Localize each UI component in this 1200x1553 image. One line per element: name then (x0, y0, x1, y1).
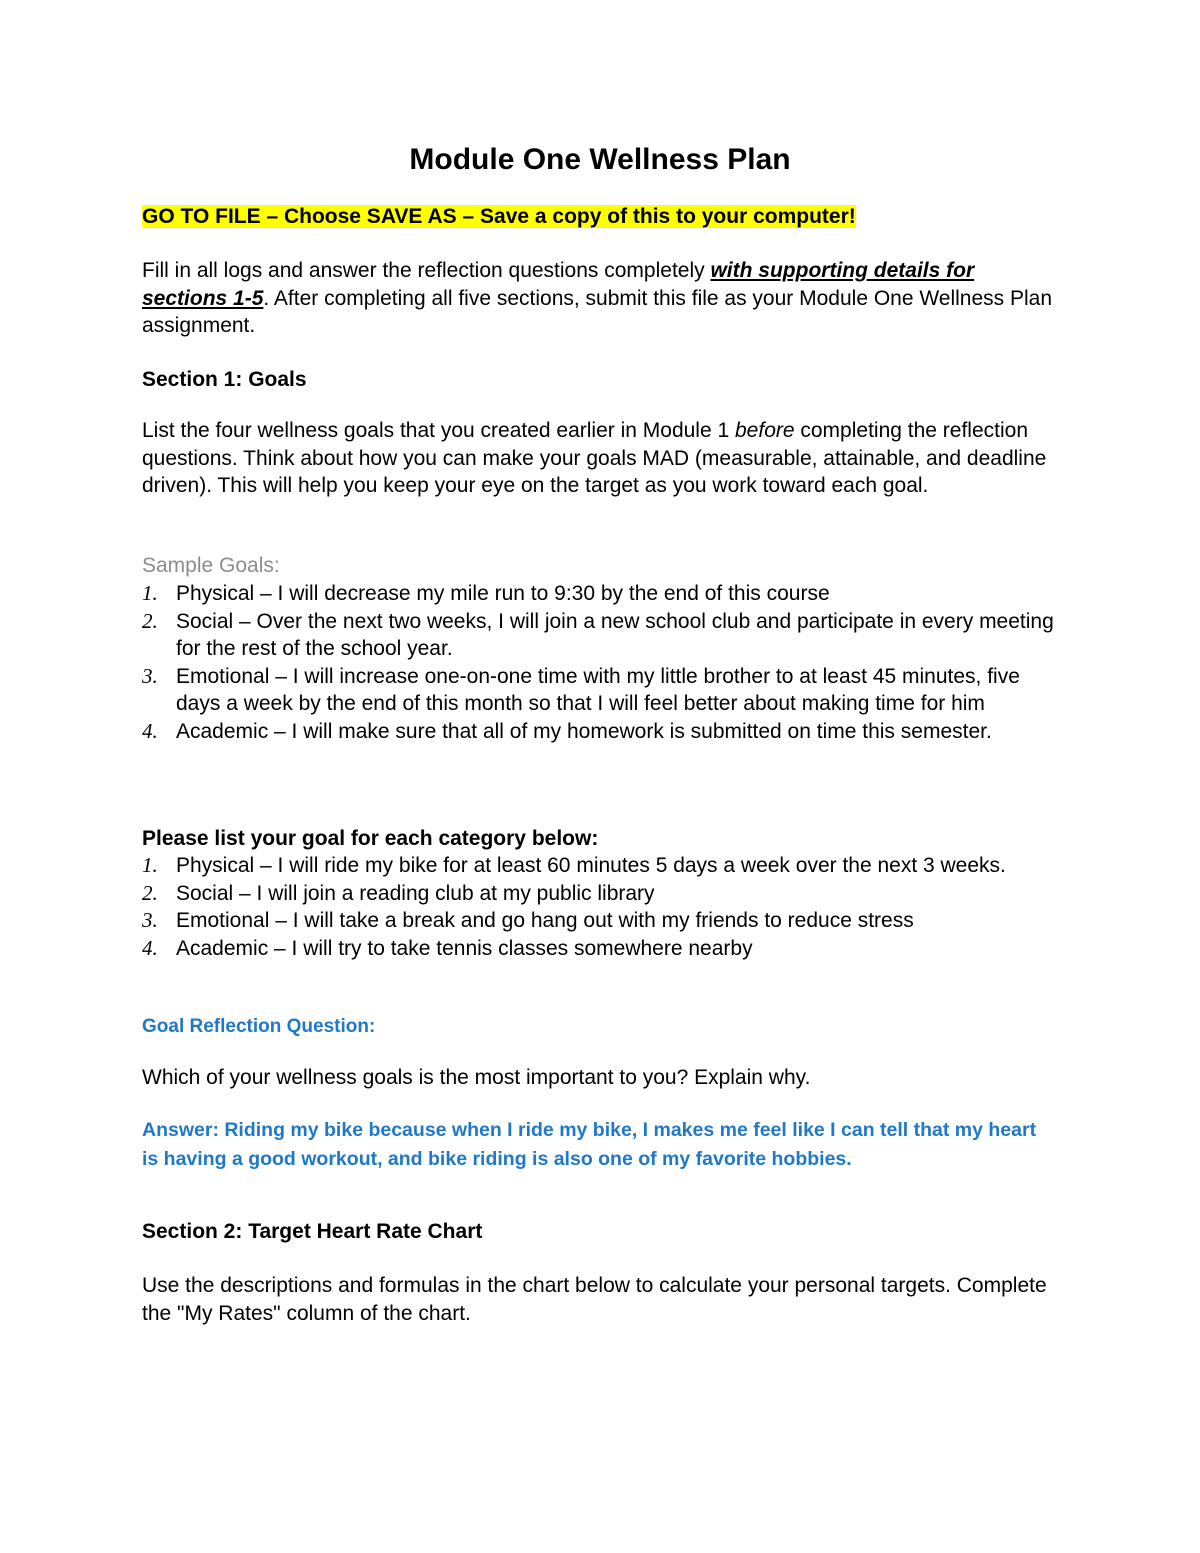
list-number: 3. (142, 663, 158, 688)
list-item-text: Academic – I will make sure that all of my homework is submitted on time this semester. (176, 719, 992, 743)
intro-text-rest: . After completing all five sections, submit this file as your Module One Wellness Plan assignment. (142, 286, 1053, 337)
list-item (142, 718, 1062, 746)
list-item-text: Physical – I will decrease my mile run to 9:30 by the end of this course (176, 582, 830, 605)
list-number: 2. (142, 880, 158, 905)
section1-emphasis: before (735, 419, 795, 442)
list-number: 2. (142, 608, 158, 633)
instruction-banner (142, 203, 1062, 231)
list-item-text: Social – I will join a reading club at my public library (176, 881, 655, 905)
list-item (142, 935, 1062, 963)
list-number: 1. (142, 581, 158, 605)
list-item-text: Social – Over the next two weeks, I will join a new school club and participate in every meeting for the rest of the school year. (176, 609, 1054, 660)
section2-paragraph: Use the descriptions and formulas in the chart below to calculate your personal targets. Complete the "My Rates" column of the chart. (142, 1274, 1047, 1325)
section1-text-rest: completing the reflection questions. Think about how you can make your goals MAD (measurable, attainable, and deadline driven). This will help you keep your eye on the target as you work toward each goal. (142, 419, 1047, 497)
list-item (142, 852, 1062, 880)
highlighted-instruction: GO TO FILE – Choose SAVE AS – Save a copy of this to your computer! (142, 205, 856, 228)
my-goals-heading: Please list your goal for each category below: (142, 827, 599, 850)
list-number: 3. (142, 908, 158, 932)
list-item (142, 663, 1062, 718)
list-item-text: Academic – I will try to take tennis classes somewhere nearby (176, 936, 753, 960)
list-item-text: Emotional – I will increase one-on-one time with my little brother to at least 45 minutes, five days a week by the end of this month so that I will feel better about making time for him (176, 664, 1020, 715)
list-item-text: Physical – I will ride my bike for at least 60 minutes 5 days a week over the next 3 weeks. (176, 854, 1006, 877)
sample-goals-list (142, 580, 1062, 745)
list-item (142, 608, 1062, 663)
goal-reflection-question: Which of your wellness goals is the most important to you? Explain why. (142, 1066, 811, 1089)
section1-paragraph (142, 417, 1062, 500)
page-title: Module One Wellness Plan (409, 143, 791, 176)
section1-heading: Section 1: Goals (142, 368, 307, 391)
list-item (142, 580, 1062, 608)
goal-reflection-answer: Answer: Riding my bike because when I ride my bike, I makes me feel like I can tell that my heart is having a good workout, and bike riding is also one of my favorite hobbies. (142, 1119, 1037, 1170)
intro-emphasis: with supporting details for sections 1-5 (142, 259, 975, 310)
intro-text: Fill in all logs and answer the reflection questions completely (142, 259, 711, 282)
goal-reflection-heading: Goal Reflection Question: (142, 1016, 376, 1037)
list-number: 4. (142, 718, 158, 743)
sample-goals-label: Sample Goals: (142, 554, 280, 577)
section1-text: List the four wellness goals that you created earlier in Module 1 (142, 419, 735, 442)
list-item (142, 880, 1062, 908)
list-number: 4. (142, 935, 158, 960)
intro-paragraph (142, 257, 1062, 340)
list-item (142, 907, 1062, 935)
list-number: 1. (142, 853, 158, 877)
list-item-text: Emotional – I will take a break and go hang out with my friends to reduce stress (176, 909, 914, 932)
my-goals-list (142, 852, 1062, 962)
section2-heading: Section 2: Target Heart Rate Chart (142, 1220, 483, 1243)
